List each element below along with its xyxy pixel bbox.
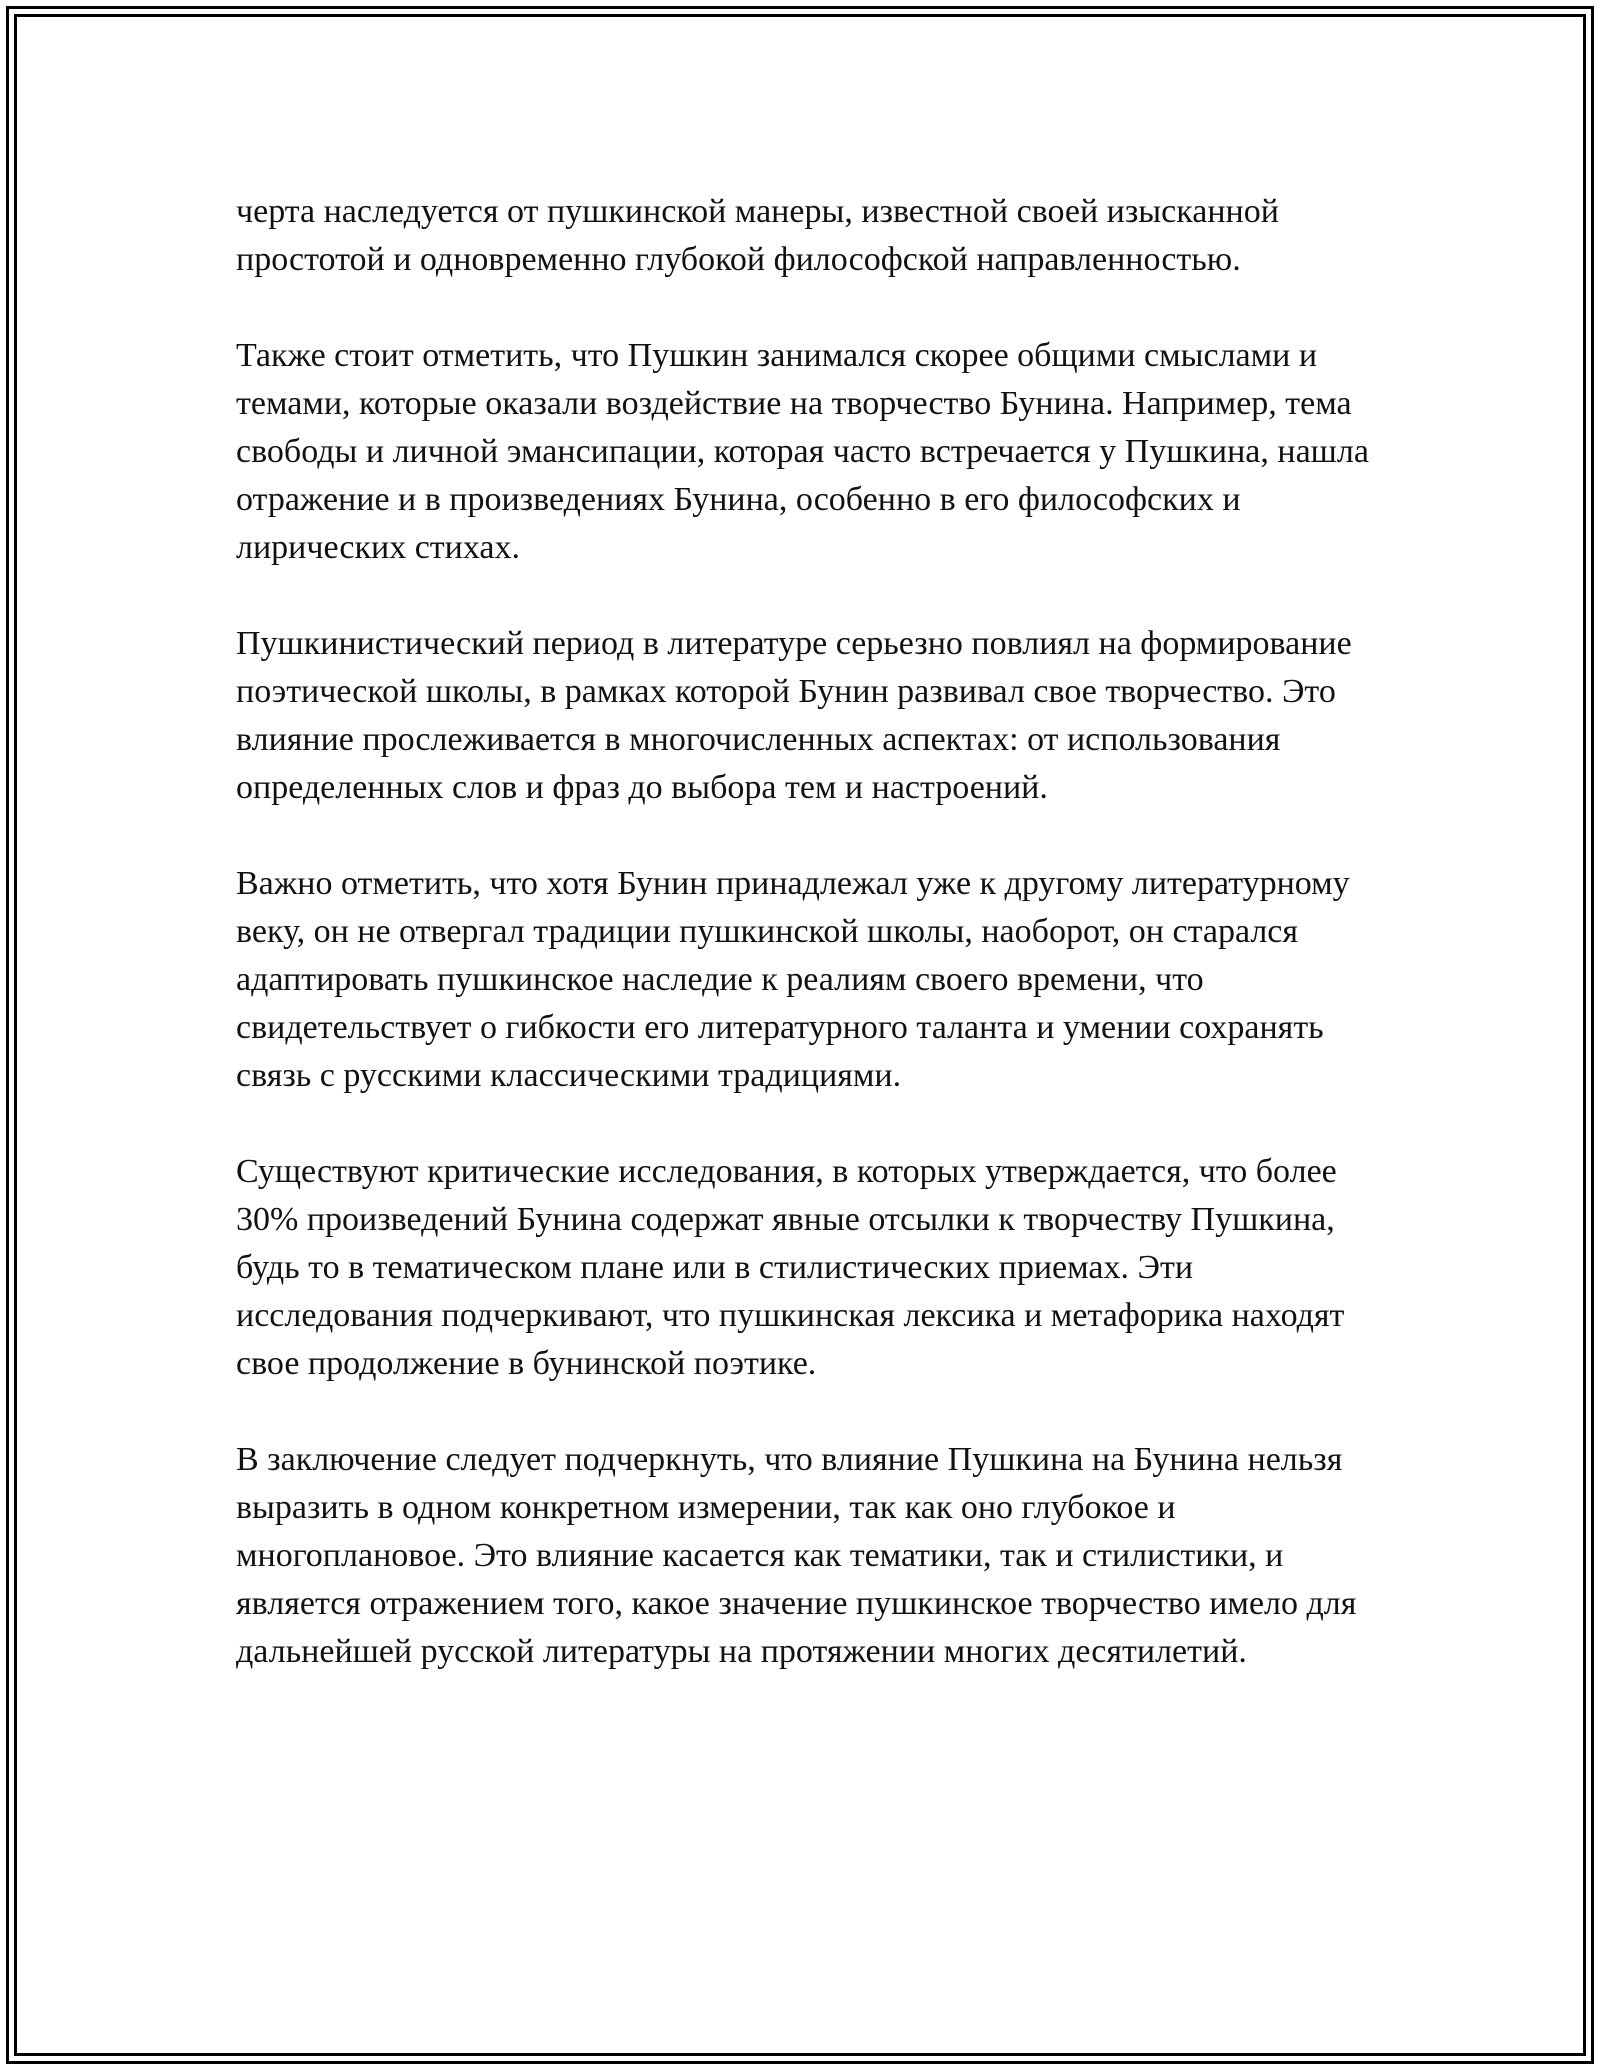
paragraph: черта наследуется от пушкинской манеры, известной своей изысканной простотой и одновременно глубокой философской направленностью.	[236, 193, 1279, 278]
paragraph: Существуют критические исследования, в которых утверждается, что более 30% произведений Бунина содержат явные отсылки к творчеству Пушкина, будь то в тематическом плане или в стилистических приемах. Эти исследования подчеркивают, что пушкинская лексика и метафорика находят свое продолжение в бунинской поэтике.	[236, 1153, 1345, 1382]
paragraph: В заключение следует подчеркнуть, что влияние Пушкина на Бунина нельзя выразить в одном конкретном измерении, так как оно глубокое и многоплановое. Это влияние касается как тематики, так и стилистики, и является отражением того, какое значение пушкинское творчество имело для дальнейшей русской литературы на протяжении многих десятилетий.	[236, 1441, 1357, 1670]
document-body	[236, 188, 1386, 1676]
paragraph: Также стоит отметить, что Пушкин занимался скорее общими смыслами и темами, которые оказали воздействие на творчество Бунина. Например, тема свободы и личной эмансипации, которая часто встречается у Пушкина, нашла отражение и в произведениях Бунина, особенно в его философских и лирических стихах.	[236, 337, 1369, 566]
paragraph: Важно отметить, что хотя Бунин принадлежал уже к другому литературному веку, он не отвергал традиции пушкинской школы, наоборот, он старался адаптировать пушкинское наследие к реалиям своего времени, что свидетельствует о гибкости его литературного таланта и умении сохранять связь с русскими классическими традициями.	[236, 865, 1350, 1094]
paragraph: Пушкинистический период в литературе серьезно повлиял на формирование поэтической школы, в рамках которой Бунин развивал свое творчество. Это влияние прослеживается в многочисленных аспектах: от использования определенных слов и фраз до выбора тем и настроений.	[236, 625, 1352, 806]
